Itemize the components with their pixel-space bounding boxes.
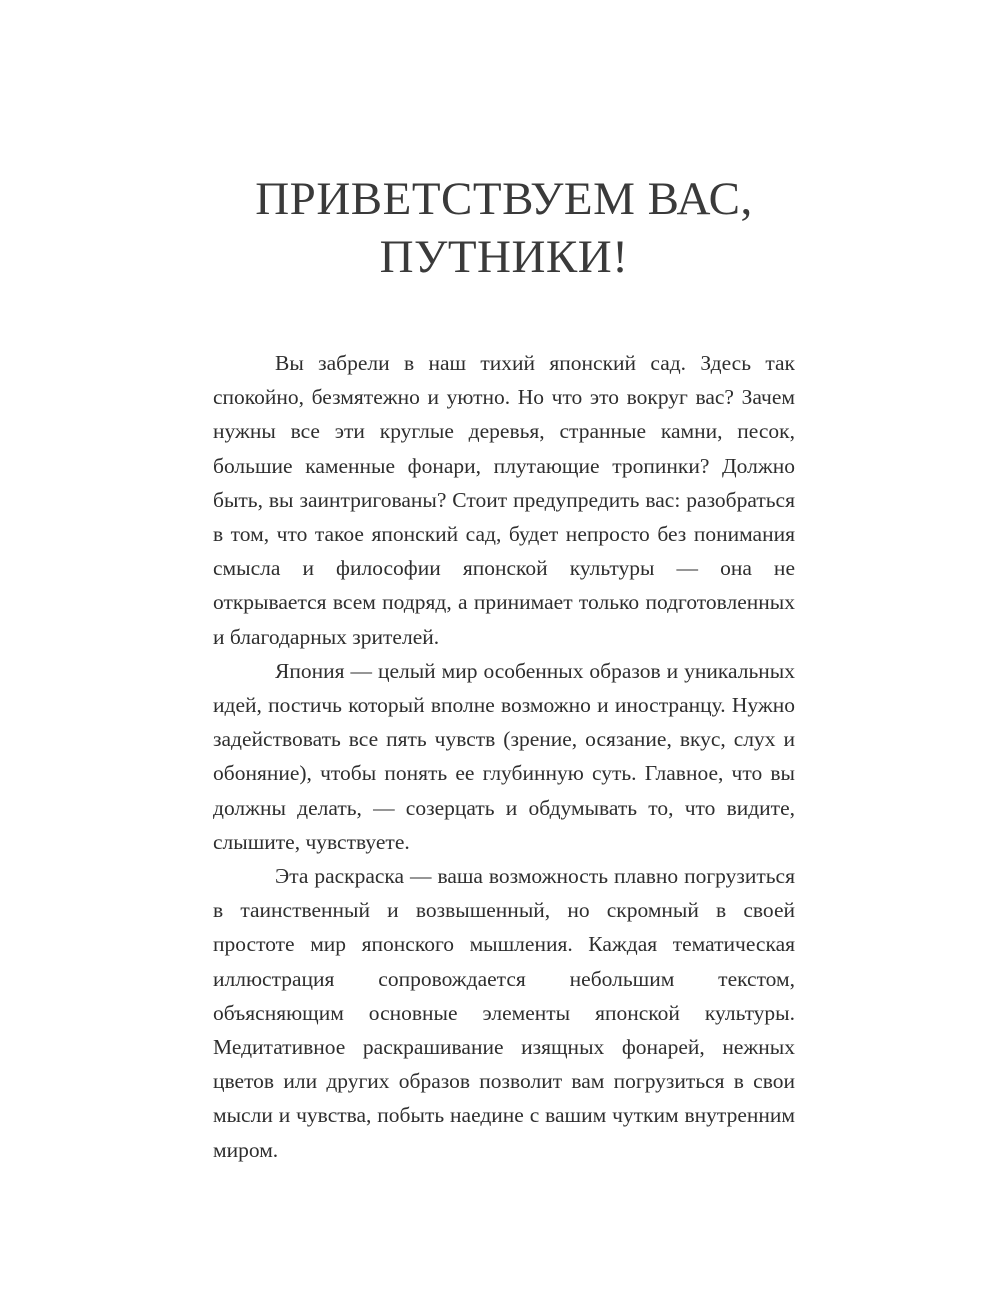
body-text [213,346,795,1167]
page-title-line-2: ПУТНИКИ! [379,231,629,283]
paragraph-2: Япония — целый мир особенных образов и уникальных идей, постичь который вполне возможно и иностранцу. Нужно задействовать все пять чувств (зрение, осязание, вкус, слух и обоняние), чтобы понять ее глубинную суть. Главное, что вы должны делать, — созерцать и обдумывать то, что видите, слышите, чувствуете. [213,658,795,854]
paragraph-1: Вы забрели в наш тихий японский сад. Здесь так спокойно, безмятежно и уютно. Но что это вокруг вас? Зачем нужны все эти круглые деревья, странные камни, песок, большие каменные фонари, плутающие тропинки? Должно быть, вы заинтригованы? Стоит предупредить вас: разобраться в том, что такое японский сад, будет непросто без понимания смысла и философии японской культуры — она не открывается всем подряд, а принимает только подготовленных и благодарных зрителей. [213,351,795,649]
paragraph-3: Эта раскраска — ваша возможность плавно погрузиться в таинственный и возвышенный, но скромный в своей простоте мир японского мышления. Каждая тематическая иллюстрация сопровождается небольшим текстом, объясняющим основные элементы японской культуры. Медитативное раскрашивание изящных фонарей, нежных цветов или других образов позволит вам погрузиться в свои мысли и чувства, побыть наедине с вашим чутким внутренним миром. [213,864,795,1162]
page-title-line-1: ПРИВЕТСТВУЕМ ВАС, [255,173,753,225]
page-title [213,170,795,286]
page-content [213,170,795,1167]
